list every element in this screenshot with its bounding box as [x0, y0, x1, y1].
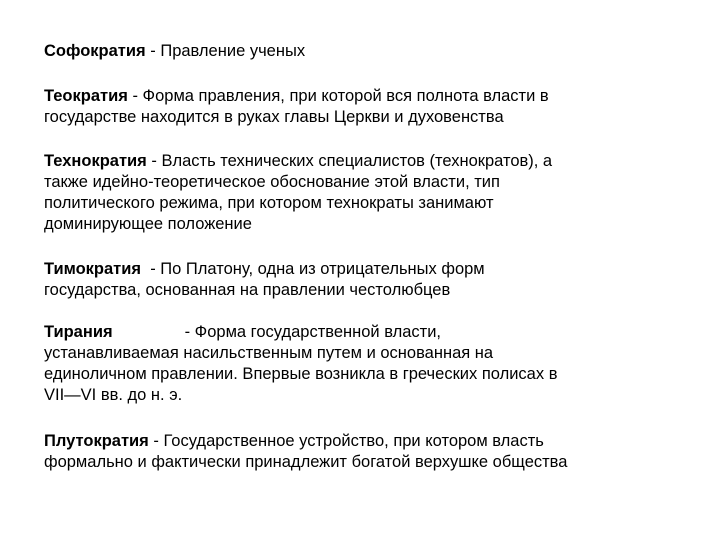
definition-line — [44, 431, 684, 452]
definition-tiraniya — [44, 322, 684, 406]
term: Плутократия — [44, 432, 149, 450]
definition-line — [44, 41, 684, 62]
definition-line: политического режима, при котором технократы занимают — [44, 194, 494, 212]
definition-line — [44, 322, 684, 343]
definition-text: - Форма правления, при которой вся полнота власти в — [127, 87, 549, 105]
definition-line: также идейно-теоретическое обоснование этой власти, тип — [44, 173, 500, 191]
definition-line: государства, основанная на правлении честолюбцев — [44, 281, 451, 299]
definition-tekhnokratiya — [44, 151, 684, 235]
definition-text: - Форма государственной власти, — [184, 323, 442, 341]
definition-timokratiya — [44, 259, 684, 301]
definition-line: единоличном правлении. Впервые возникла в греческих полисах в — [44, 365, 558, 383]
term: Тимократия — [44, 260, 142, 278]
definition-text: - Правление ученых — [145, 42, 306, 60]
definition-line — [44, 86, 684, 107]
term: Тирания — [44, 323, 113, 341]
definition-line: формально и фактически принадлежит богатой верхушке общества — [44, 453, 568, 471]
definition-line: доминирующее положение — [44, 215, 252, 233]
definition-line — [44, 259, 684, 280]
definition-line: VII—VI вв. до н. э. — [44, 386, 183, 404]
definition-line: государстве находится в руках главы Церкви и духовенства — [44, 108, 504, 126]
term: Технократия — [44, 152, 147, 170]
definition-line — [44, 151, 684, 172]
definition-line: устанавливаемая насильственным путем и основанная на — [44, 344, 494, 362]
term: Теократия — [44, 87, 128, 105]
definition-text: - Власть технических специалистов (технократов), а — [146, 152, 553, 170]
definition-plutokratiya — [44, 431, 684, 473]
definition-text: - Государственное устройство, при котором власть — [148, 432, 544, 450]
definition-text: - По Платону, одна из отрицательных форм — [141, 260, 485, 278]
term: Софократия — [44, 42, 146, 60]
definition-sofokratiya — [44, 41, 684, 62]
definition-teokratiya — [44, 86, 684, 128]
